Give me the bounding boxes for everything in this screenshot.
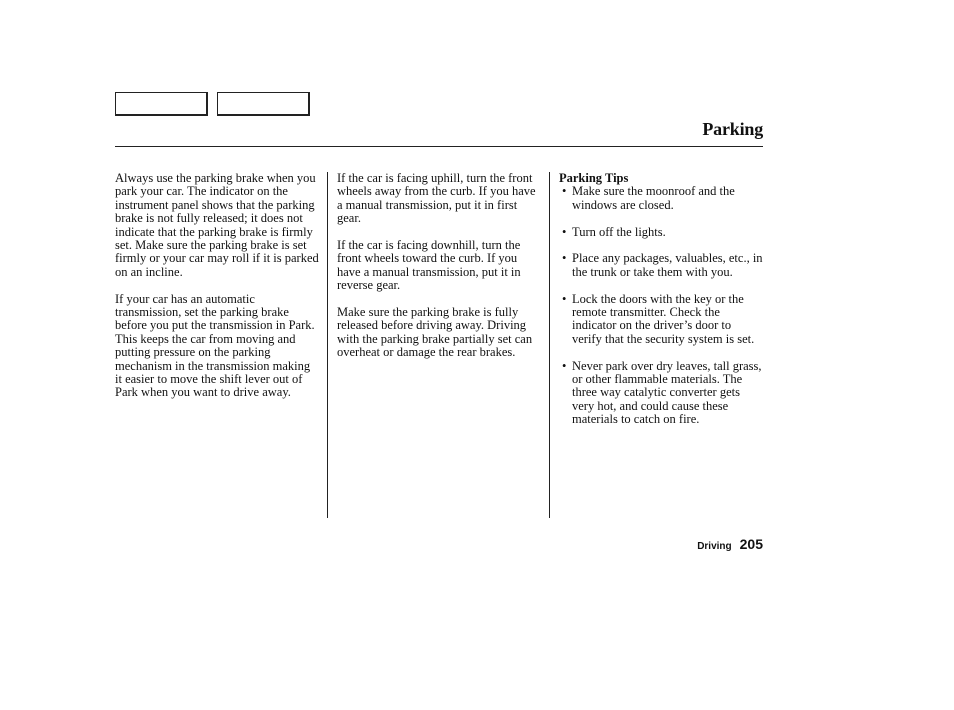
tip-text: Lock the doors with the key or the remote transmitter. Check the indicator on the driver’s door to verify that the security system is set. xyxy=(572,291,755,346)
tip-text: Make sure the moonroof and the windows are closed. xyxy=(572,184,735,212)
bullet-icon: • xyxy=(562,184,567,199)
bullet-icon: • xyxy=(562,358,567,373)
paragraph: Always use the parking brake when you park your car. The indicator on the instrument panel shows that the parking brake is not fully released; it does not indicate that the parking brake is firmly set. Make sure the parking brake is set firmly or your car may roll if it is parked on an incline. xyxy=(115,171,319,279)
paragraph: Make sure the parking brake is fully released before driving away. Driving with the parking brake partially set can overheat or damage the rear brakes. xyxy=(337,305,533,360)
parking-tips-heading: Parking Tips xyxy=(559,171,629,185)
list-item xyxy=(559,226,764,239)
right-column xyxy=(559,172,764,440)
column-divider-2 xyxy=(549,172,550,518)
list-item xyxy=(559,293,764,347)
header-rule xyxy=(115,146,763,147)
middle-column xyxy=(337,172,541,373)
column-divider-1 xyxy=(327,172,328,518)
left-column xyxy=(115,172,319,413)
paragraph: If the car is facing downhill, turn the front wheels toward the curb. If you have a manual transmission, put it in reverse gear. xyxy=(337,238,521,293)
tip-text: Place any packages, valuables, etc., in the trunk or take them with you. xyxy=(572,251,763,279)
page-footer xyxy=(697,536,763,554)
tip-text: Turn off the lights. xyxy=(572,224,666,239)
nav-tab-1[interactable] xyxy=(115,92,208,116)
bullet-icon: • xyxy=(562,251,567,266)
page-number: 205 xyxy=(739,536,763,552)
footer-section: Driving xyxy=(697,541,732,552)
parking-tips-list xyxy=(559,185,764,426)
paragraph: If your car has an automatic transmission, set the parking brake before you put the transmission in Park. This keeps the car from moving and putting pressure on the parking mechanism in the transmission making it easier to move the shift lever out of Park when you want to drive away. xyxy=(115,291,315,400)
bullet-icon: • xyxy=(562,291,567,306)
list-item xyxy=(559,360,764,427)
list-item xyxy=(559,185,764,212)
tip-text: Never park over dry leaves, tall grass, or other flammable materials. The three way catalytic converter gets very hot, and could cause these materials to catch on fire. xyxy=(572,358,762,427)
nav-tab-2[interactable] xyxy=(217,92,310,116)
bullet-icon: • xyxy=(562,224,567,239)
page-title: Parking xyxy=(702,119,763,139)
list-item xyxy=(559,252,764,279)
paragraph: If the car is facing uphill, turn the front wheels away from the curb. If you have a manual transmission, put it in first gear. xyxy=(337,171,536,226)
